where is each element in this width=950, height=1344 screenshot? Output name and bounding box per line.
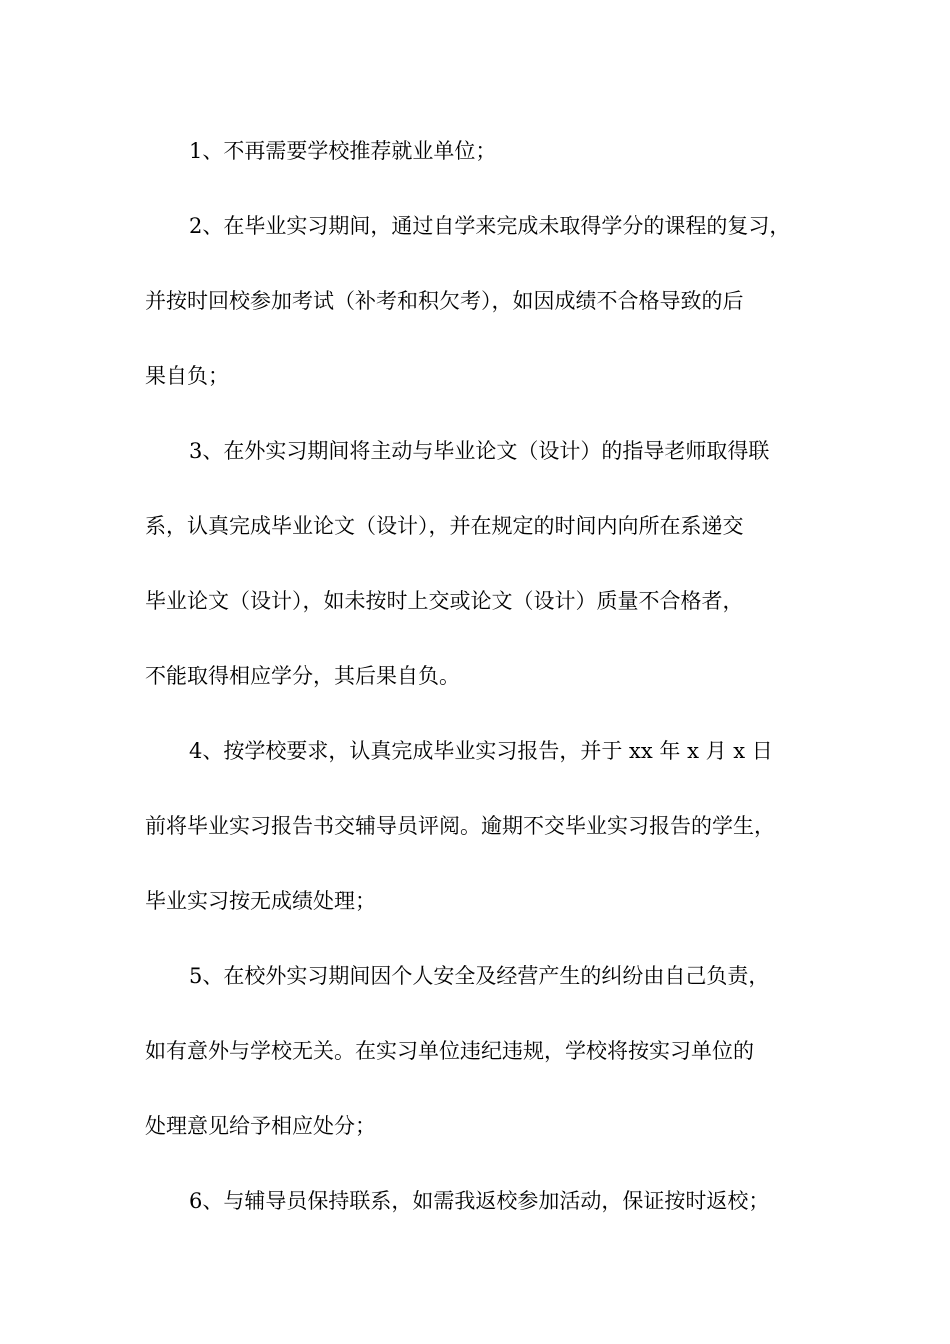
paragraph-3-line-4: 不能取得相应学分，其后果自负。 (145, 664, 460, 688)
paragraph-3-line-1: 3、在外实习期间将主动与毕业论文（设计）的指导老师取得联 (189, 439, 770, 463)
document-body (145, 128, 825, 1253)
paragraph-2-line-3: 果自负； (145, 364, 229, 388)
paragraph-2-line-1: 2、在毕业实习期间，通过自学来完成未取得学分的课程的复习， (189, 214, 791, 238)
paragraph-5-line-2: 如有意外与学校无关。在实习单位违纪违规，学校将按实习单位的 (145, 1039, 754, 1063)
paragraph-4-line-3: 毕业实习按无成绩处理； (145, 889, 376, 913)
paragraph-2-line-2: 并按时回校参加考试（补考和积欠考），如因成绩不合格导致的后 (145, 289, 744, 313)
paragraph-3-line-3: 毕业论文（设计），如未按时上交或论文（设计）质量不合格者， (145, 589, 744, 613)
paragraph-4-line-1: 4、按学校要求，认真完成毕业实习报告，并于 xx 年 x 月 x 日 (189, 739, 773, 763)
paragraph-4-line-2: 前将毕业实习报告书交辅导员评阅。逾期不交毕业实习报告的学生， (145, 814, 775, 838)
paragraph-3-line-2: 系，认真完成毕业论文（设计），并在规定的时间内向所在系递交 (145, 514, 744, 538)
paragraph-6-line-1: 6、与辅导员保持联系，如需我返校参加活动，保证按时返校； (189, 1189, 770, 1213)
paragraph-5-line-1: 5、在校外实习期间因个人安全及经营产生的纠纷由自己负责， (189, 964, 770, 988)
paragraph-5-line-3: 处理意见给予相应处分； (145, 1114, 376, 1138)
paragraph-1-line-1: 1、不再需要学校推荐就业单位； (189, 139, 497, 163)
